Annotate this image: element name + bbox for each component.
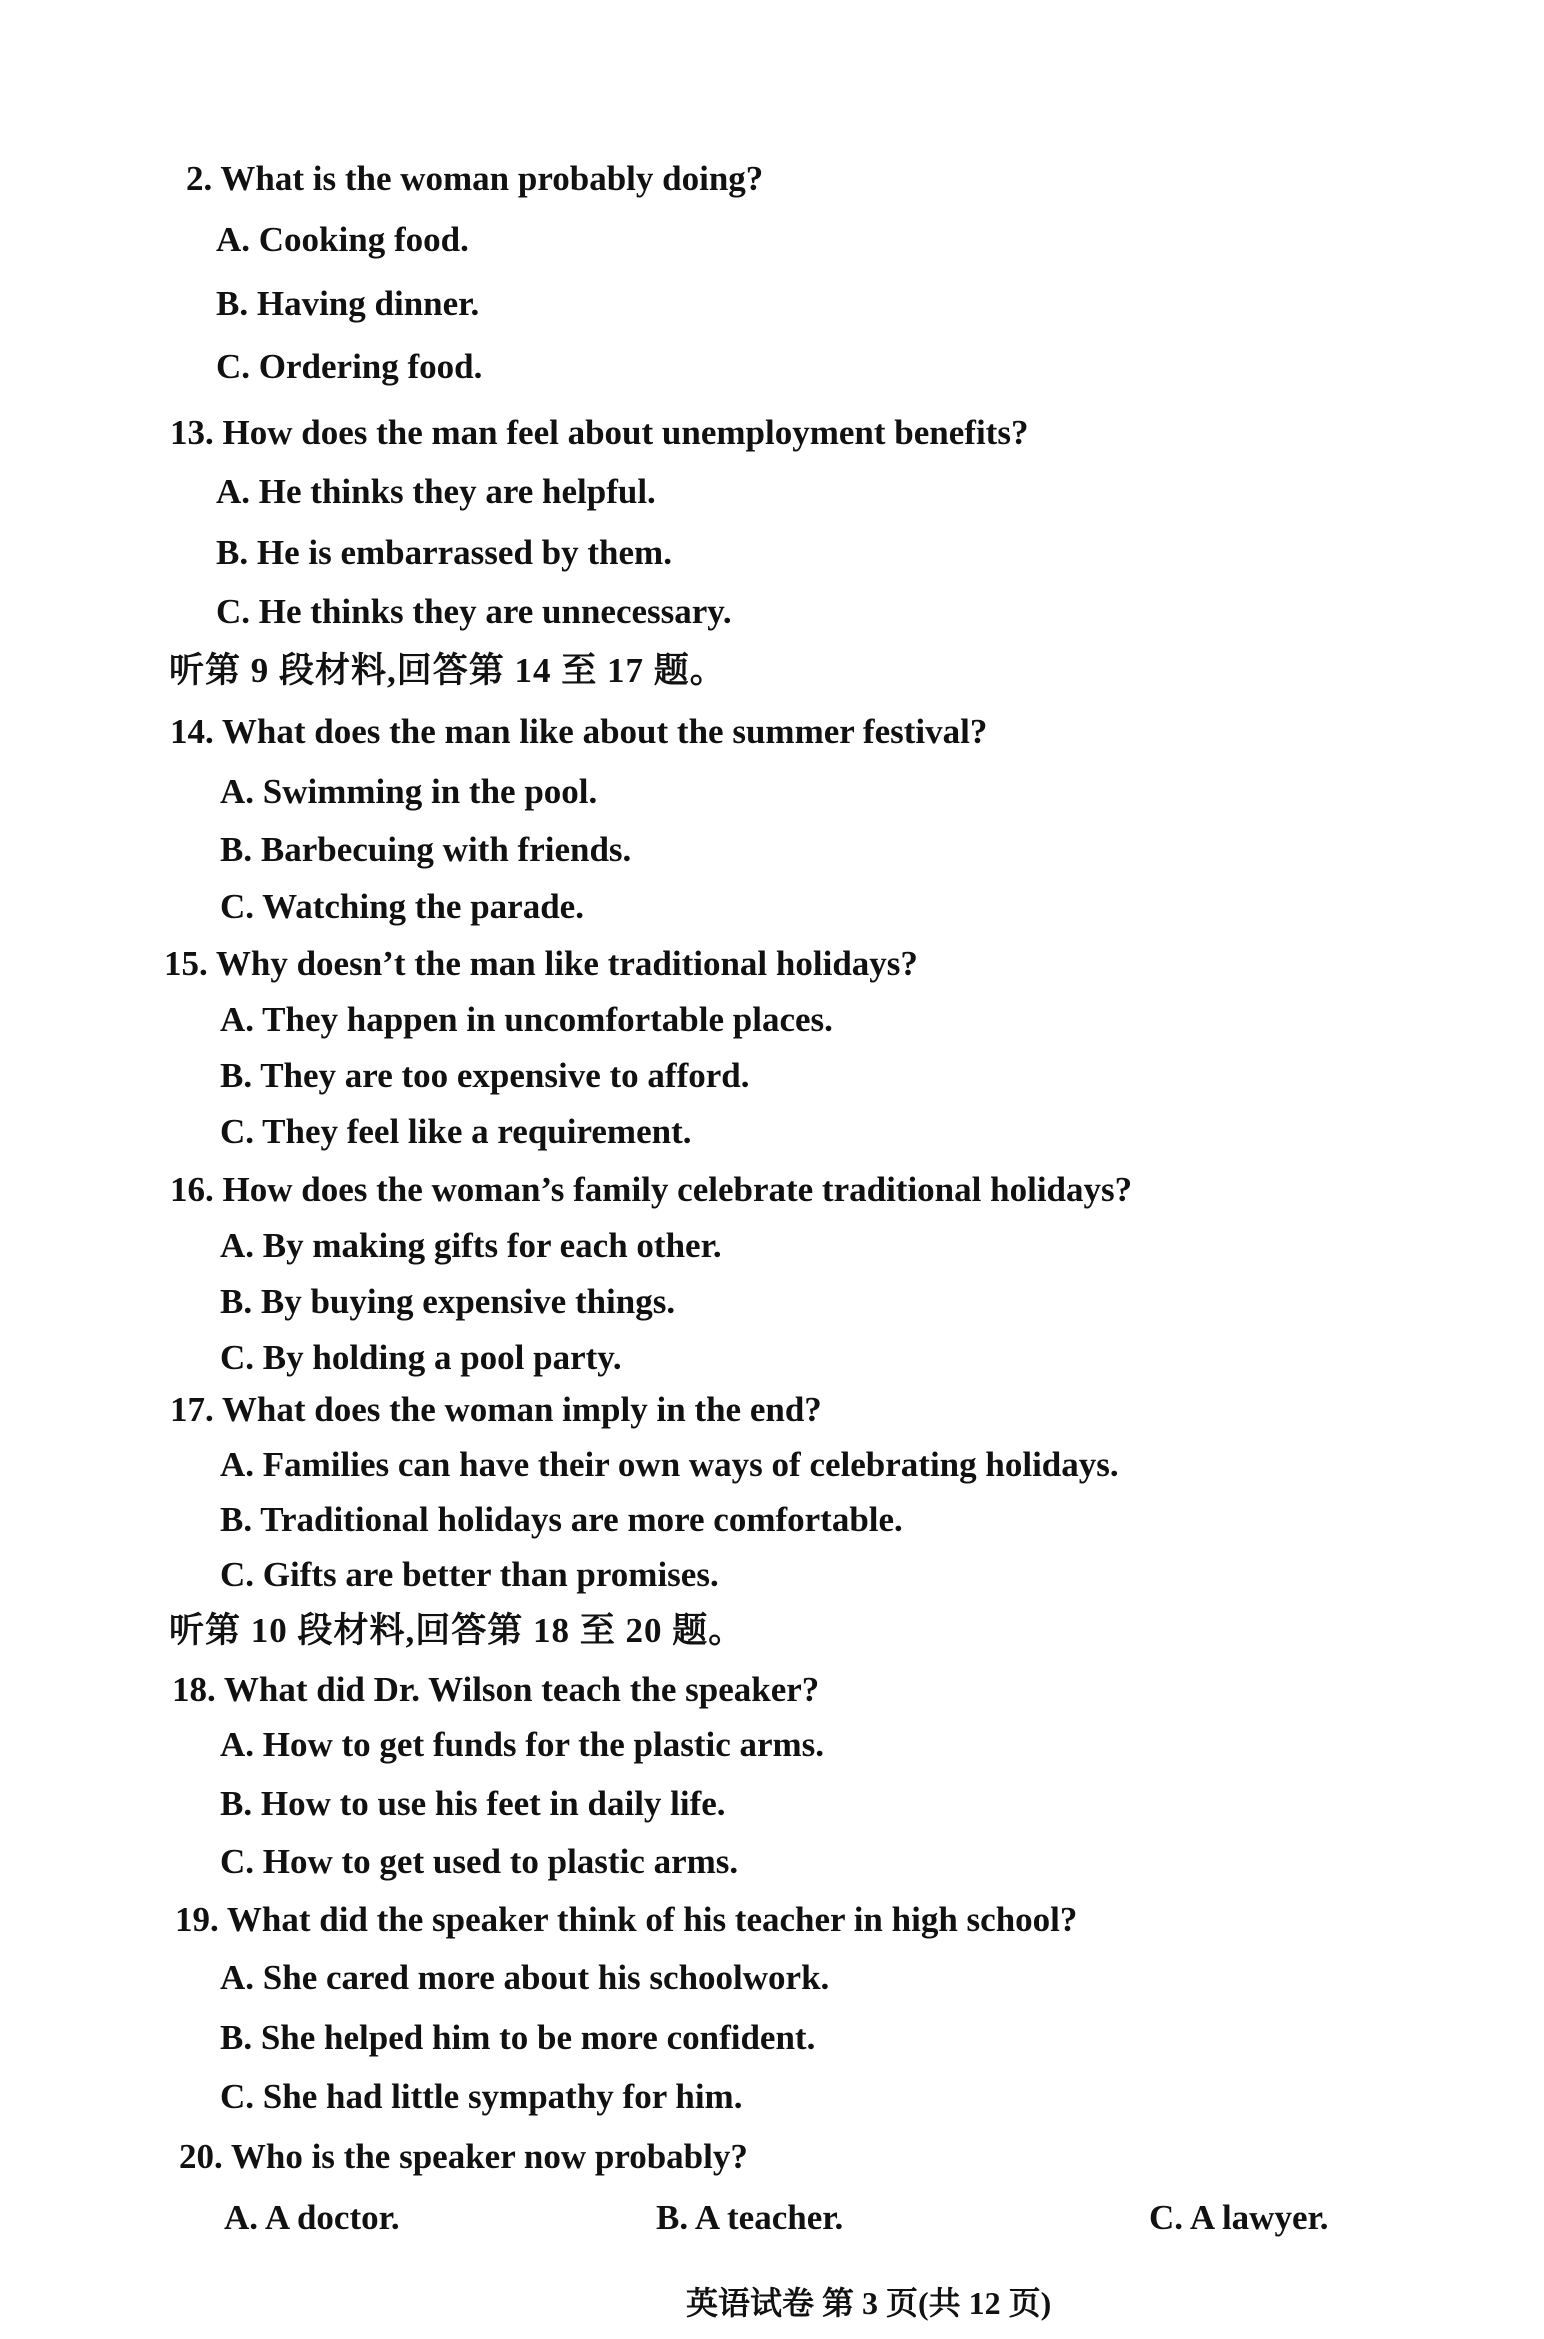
question-stem: 17. What does the woman imply in the end? xyxy=(170,1390,822,1429)
option-b: B. He is embarrassed by them. xyxy=(216,533,672,572)
option-a: A. By making gifts for each other. xyxy=(220,1226,722,1265)
option-a: A. Cooking food. xyxy=(216,220,469,259)
option-b: B. Barbecuing with friends. xyxy=(220,830,632,869)
question-stem: 20. Who is the speaker now probably? xyxy=(179,2137,748,2176)
question-stem: 15. Why doesn’t the man like traditional holidays? xyxy=(164,944,918,983)
question-stem: 2. What is the woman probably doing? xyxy=(186,159,764,198)
option-c: C. Watching the parade. xyxy=(220,887,584,926)
option-b: B. Traditional holidays are more comfortable. xyxy=(220,1500,903,1539)
option-b: B. How to use his feet in daily life. xyxy=(220,1784,726,1823)
option-c: C. By holding a pool party. xyxy=(220,1338,622,1377)
option-b: B. She helped him to be more confident. xyxy=(220,2018,816,2057)
section-instruction: 听第 10 段材料,回答第 18 至 20 题。 xyxy=(169,1611,745,1650)
option-a: A. Swimming in the pool. xyxy=(220,772,598,811)
option-c: C. A lawyer. xyxy=(1149,2198,1329,2237)
option-c: C. Ordering food. xyxy=(216,347,483,386)
question-stem: 16. How does the woman’s family celebrate traditional holidays? xyxy=(170,1170,1133,1209)
question-stem: 19. What did the speaker think of his teacher in high school? xyxy=(175,1900,1078,1939)
option-b: B. They are too expensive to afford. xyxy=(220,1056,750,1095)
question-stem: 13. How does the man feel about unemployment benefits? xyxy=(170,413,1029,452)
option-a: A. Families can have their own ways of celebrating holidays. xyxy=(220,1445,1119,1484)
question-stem: 18. What did Dr. Wilson teach the speaker? xyxy=(172,1670,820,1709)
option-a: A. He thinks they are helpful. xyxy=(216,472,656,511)
option-a: A. A doctor. xyxy=(224,2198,400,2237)
page-footer: 英语试卷 第 3 页(共 12 页) xyxy=(686,2285,1052,2321)
option-a: A. She cared more about his schoolwork. xyxy=(220,1958,830,1997)
option-c: C. He thinks they are unnecessary. xyxy=(216,592,732,631)
option-b: B. By buying expensive things. xyxy=(220,1282,676,1321)
option-a: A. They happen in uncomfortable places. xyxy=(220,1000,833,1039)
option-c: C. How to get used to plastic arms. xyxy=(220,1842,739,1881)
question-stem: 14. What does the man like about the summer festival? xyxy=(170,712,988,751)
section-instruction: 听第 9 段材料,回答第 14 至 17 题。 xyxy=(169,651,726,690)
option-c: C. Gifts are better than promises. xyxy=(220,1555,719,1594)
option-c: C. She had little sympathy for him. xyxy=(220,2077,743,2116)
option-b: B. Having dinner. xyxy=(216,284,480,323)
option-b: B. A teacher. xyxy=(656,2198,844,2237)
option-a: A. How to get funds for the plastic arms. xyxy=(220,1725,825,1764)
option-c: C. They feel like a requirement. xyxy=(220,1112,692,1151)
